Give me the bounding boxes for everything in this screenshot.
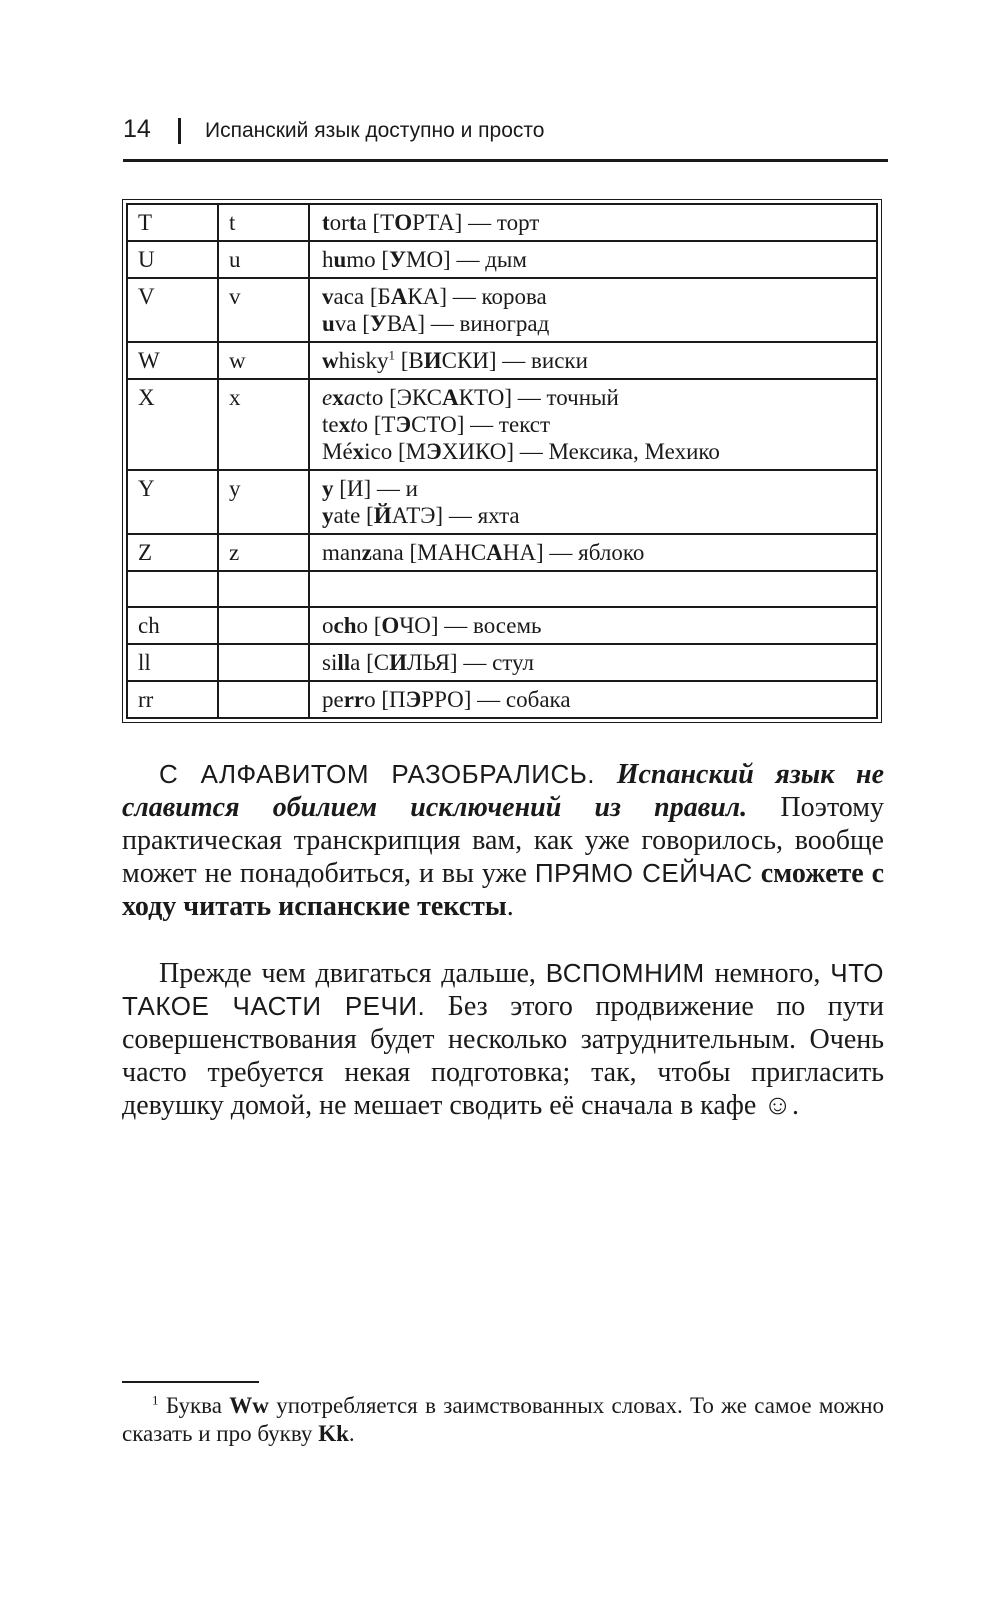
smiley-icon: ☺ [763,1090,792,1121]
example-segment: x [338,412,351,437]
footnote-mark: 1 [152,1392,159,1408]
example-segment: И [389,650,407,675]
header-separator [178,118,181,144]
example-segment: РРО] — собака [421,687,571,712]
example-segment: [В [394,348,424,373]
uppercase-letter: rr [127,681,218,718]
footnote-text: употребляется в заимствованных словах. То же самое можно сказать и про букву [122,1393,885,1446]
table-row [127,571,877,607]
example-segment: y [322,503,334,528]
example-line [322,649,868,676]
lowercase-letter: z [218,534,309,571]
example-line [322,384,868,411]
lowercase-letter: v [218,278,309,342]
example-segment: ll [337,650,351,675]
uppercase-letter: ll [127,644,218,681]
example-segment: u [333,247,347,272]
uppercase-letter: ch [127,607,218,644]
lowercase-letter: u [218,241,309,278]
alphabet-table [122,199,882,723]
example-segment: z [361,540,372,565]
example-line [322,246,868,273]
table-row [127,278,877,342]
example-cell [309,534,877,571]
uppercase-letter: T [127,204,218,241]
book-title: Испанский язык доступно и просто [205,119,545,142]
example-segment: ЧО] — восемь [399,613,542,638]
example-segment: Mé [322,439,353,464]
example-segment: rr [343,687,365,712]
paragraph-text: Поэтому практическая транскрипция вам, как уже говорилось, вообще может не понадобиться, и вы уже [122,792,884,889]
table-row [127,241,877,278]
footnote-rule [122,1381,259,1383]
page-number: 14 [123,115,151,143]
example-segment: [И] — и [333,476,418,501]
example-segment: o [П [364,687,406,712]
table-row [127,681,877,718]
example-segment: a [343,385,356,410]
example-segment: v [322,284,334,309]
lowercase-letter [218,681,309,718]
period: . [506,891,514,922]
example-segment: А [486,540,503,565]
footnote-ref: 1 [388,347,395,363]
example-line [322,438,868,465]
paragraph-text: Прежде чем двигаться дальше, [159,958,536,989]
example-segment: hisky [338,348,389,373]
example-segment: w [322,348,339,373]
uppercase-letter: X [127,379,218,470]
example-segment: t [348,210,357,235]
example-segment: У [369,311,387,336]
example-segment: ch [333,613,357,638]
caps-emphasis: ПРЯМО СЕЙЧАС [534,858,753,888]
example-segment: А [390,284,408,309]
example-segment: КТО] — точный [458,385,619,410]
example-segment: ana [МАНС [371,540,487,565]
example-segment: Э [395,412,412,437]
example-segment: va [ [334,311,370,336]
example-line [322,539,868,566]
table-row [127,470,877,534]
lowercase-letter: x [218,379,309,470]
table-row [127,607,877,644]
bold-italic-statement: Испанский язык не славится обилием исключений из правил. [122,759,885,823]
example-segment: pe [322,687,344,712]
example-segment: or [329,210,349,235]
example-segment: o [Т [356,412,396,437]
footnote-bold: Kk [318,1421,349,1446]
caps-intro: С АЛФАВИТОМ РАЗОБРАЛИСЬ. [159,759,596,789]
example-line [322,209,868,236]
example-line [322,310,868,337]
period: . [348,1421,355,1446]
example-segment: aca [Б [333,284,391,309]
uppercase-letter: W [127,342,218,379]
paragraph-text: Без этого продвижение по пути совершенствования будет несколько затруднительным. Очень часто требуется некая подготовка; так, чтобы пригласить девушку домой, не мешает сводить её сначала в кафе [122,991,885,1121]
example-segment: e [322,385,333,410]
example-segment: ЛЬЯ] — стул [406,650,534,675]
example-segment: u [322,311,335,336]
example-segment: Й [373,503,392,528]
footnote-bold: Ww [229,1393,269,1418]
example-segment: te [322,412,339,437]
example-segment: ХИКО] — Мексика, Мехико [441,439,720,464]
example-segment: ate [ [333,503,374,528]
example-segment: НА] — яблоко [502,540,645,565]
example-cell [309,607,877,644]
example-segment: y [322,476,334,501]
uppercase-letter [127,571,218,607]
footnote-text: Буква [165,1393,222,1418]
bold-emphasis: сможете с ходу читать испанские тексты [122,858,885,922]
example-line [322,612,868,639]
example-segment: a [Т [356,210,395,235]
example-segment: a [С [350,650,390,675]
example-line [322,686,868,713]
example-segment: О [394,210,413,235]
example-segment: У [389,247,406,272]
example-segment: Э [405,687,422,712]
paragraph-text: немного, [714,958,821,989]
example-cell [309,644,877,681]
lowercase-letter [218,607,309,644]
example-cell [309,342,877,379]
lowercase-letter: w [218,342,309,379]
example-segment: mo [ [346,247,390,272]
alphabet-table-body [127,204,877,718]
example-segment: ВА] — виноград [386,311,550,336]
lowercase-letter: y [218,470,309,534]
example-segment: О [381,613,400,638]
period: . [791,1090,799,1121]
example-segment: КА] — корова [407,284,547,309]
example-segment: h [322,247,334,272]
example-segment: si [322,650,338,675]
uppercase-letter: V [127,278,218,342]
example-cell [309,379,877,470]
example-segment: o [ [356,613,382,638]
example-segment: СКИ] — виски [441,348,588,373]
example-segment: РТА] — торт [412,210,540,235]
example-segment: man [322,540,362,565]
example-segment: А [442,385,459,410]
caps-emphasis: ЧТО ТАКОЕ ЧАСТИ РЕЧИ. [122,958,885,1021]
example-line [322,502,868,529]
page-header [123,115,888,162]
example-line [322,283,868,310]
example-line [322,475,868,502]
table-row [127,644,877,681]
example-line [322,411,868,438]
example-segment: x [332,385,344,410]
example-segment: t [322,210,330,235]
example-segment: ico [М [364,439,427,464]
caps-emphasis: ВСПОМНИМ [545,958,705,988]
footnote [122,1392,884,1448]
example-segment: МО] — дым [406,247,527,272]
example-cell [309,278,877,342]
uppercase-letter: Z [127,534,218,571]
table-row [127,204,877,241]
lowercase-letter [218,571,309,607]
example-cell [309,571,877,607]
uppercase-letter: U [127,241,218,278]
example-segment: И [423,348,442,373]
example-line [322,347,868,374]
table-row [127,342,877,379]
example-segment: СТО] — текст [411,412,551,437]
paragraph-alphabet-done [122,758,884,923]
paragraph-parts-of-speech [122,957,884,1122]
example-cell [309,204,877,241]
lowercase-letter: t [218,204,309,241]
example-segment: o [322,613,334,638]
example-segment: Э [426,439,442,464]
example-segment: t [350,412,357,437]
table-row [127,379,877,470]
example-cell [309,241,877,278]
example-cell [309,681,877,718]
uppercase-letter: Y [127,470,218,534]
example-segment: x [352,439,365,464]
example-cell [309,470,877,534]
example-segment: cto [ЭКС [355,385,443,410]
example-segment: АТЭ] — яхта [391,503,520,528]
lowercase-letter [218,644,309,681]
table-row [127,534,877,571]
